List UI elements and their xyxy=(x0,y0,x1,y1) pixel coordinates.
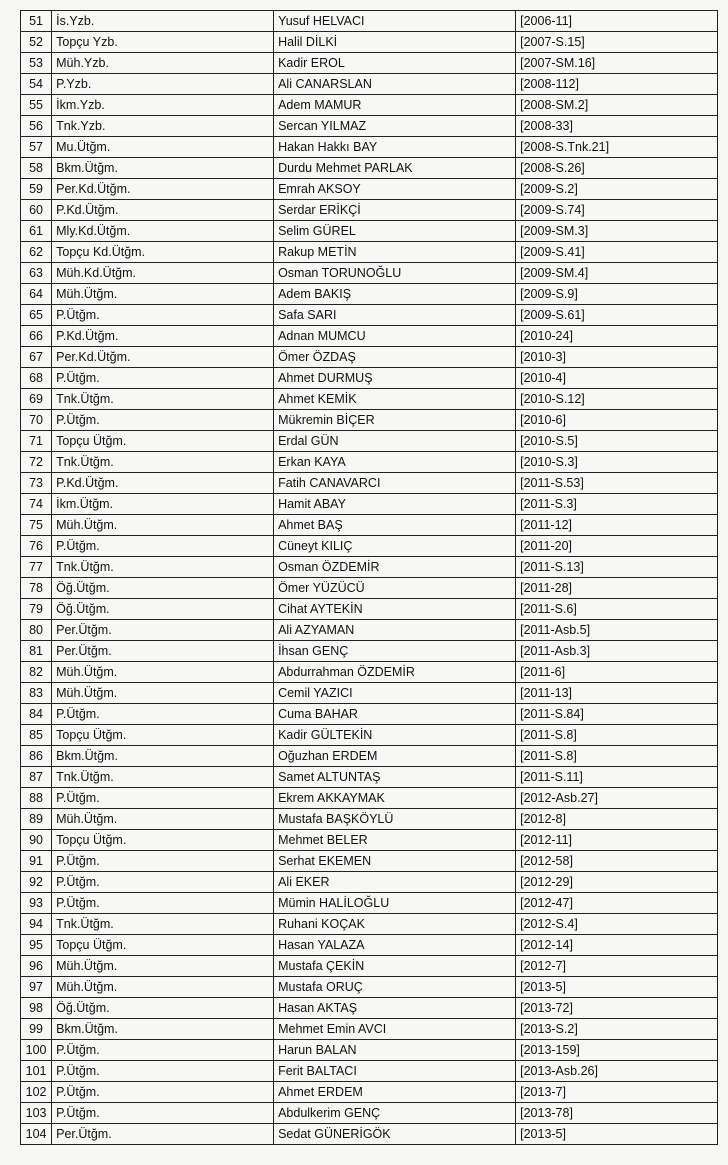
rank-cell: Müh.Kd.Ütğm. xyxy=(52,263,274,284)
table-row xyxy=(21,956,718,977)
person-name-cell: Ali CANARSLAN xyxy=(274,74,516,95)
person-name-cell: Osman TORUNOĞLU xyxy=(274,263,516,284)
rank-cell: Per.Kd.Ütğm. xyxy=(52,179,274,200)
rank-cell: P.Ütğm. xyxy=(52,851,274,872)
rank-cell: P.Yzb. xyxy=(52,74,274,95)
rank-cell: İkm.Yzb. xyxy=(52,95,274,116)
rank-cell: Topçu Ütğm. xyxy=(52,431,274,452)
reference-code-cell: [2012-58] xyxy=(516,851,718,872)
person-name-cell: Erkan KAYA xyxy=(274,452,516,473)
rank-cell: P.Ütğm. xyxy=(52,893,274,914)
reference-code-cell: [2011-S.8] xyxy=(516,725,718,746)
rank-cell: İkm.Ütğm. xyxy=(52,494,274,515)
rank-cell: Topçu Ütğm. xyxy=(52,830,274,851)
row-number: 100 xyxy=(21,1040,52,1061)
reference-code-cell: [2009-S.9] xyxy=(516,284,718,305)
reference-code-cell: [2008-S.26] xyxy=(516,158,718,179)
table-row xyxy=(21,704,718,725)
table-row xyxy=(21,683,718,704)
reference-code-cell: [2012-14] xyxy=(516,935,718,956)
row-number: 83 xyxy=(21,683,52,704)
rank-cell: P.Ütğm. xyxy=(52,305,274,326)
row-number: 59 xyxy=(21,179,52,200)
row-number: 92 xyxy=(21,872,52,893)
person-name-cell: Abdulkerim GENÇ xyxy=(274,1103,516,1124)
row-number: 91 xyxy=(21,851,52,872)
table-row xyxy=(21,305,718,326)
row-number: 86 xyxy=(21,746,52,767)
person-name-cell: Serdar ERİKÇİ xyxy=(274,200,516,221)
reference-code-cell: [2006-11] xyxy=(516,11,718,32)
reference-code-cell: [2013-7] xyxy=(516,1082,718,1103)
reference-code-cell: [2009-S.61] xyxy=(516,305,718,326)
row-number: 51 xyxy=(21,11,52,32)
rank-cell: Tnk.Ütğm. xyxy=(52,452,274,473)
person-name-cell: Ali AZYAMAN xyxy=(274,620,516,641)
rank-cell: Müh.Ütğm. xyxy=(52,683,274,704)
reference-code-cell: [2009-S.41] xyxy=(516,242,718,263)
reference-code-cell: [2008-SM.2] xyxy=(516,95,718,116)
reference-code-cell: [2007-SM.16] xyxy=(516,53,718,74)
rank-cell: Müh.Ütğm. xyxy=(52,956,274,977)
person-name-cell: Ahmet ERDEM xyxy=(274,1082,516,1103)
person-name-cell: Emrah AKSOY xyxy=(274,179,516,200)
table-row xyxy=(21,284,718,305)
reference-code-cell: [2010-S.12] xyxy=(516,389,718,410)
reference-code-cell: [2013-78] xyxy=(516,1103,718,1124)
rank-cell: P.Ütğm. xyxy=(52,536,274,557)
table-row xyxy=(21,179,718,200)
row-number: 85 xyxy=(21,725,52,746)
reference-code-cell: [2011-S.6] xyxy=(516,599,718,620)
row-number: 75 xyxy=(21,515,52,536)
person-name-cell: Adnan MUMCU xyxy=(274,326,516,347)
person-name-cell: Adem MAMUR xyxy=(274,95,516,116)
rank-cell: Mu.Ütğm. xyxy=(52,137,274,158)
table-row xyxy=(21,452,718,473)
rank-cell: Müh.Ütğm. xyxy=(52,662,274,683)
table-row xyxy=(21,95,718,116)
rank-cell: Per.Ütğm. xyxy=(52,1124,274,1145)
table-row xyxy=(21,914,718,935)
rank-cell: Topçu Kd.Ütğm. xyxy=(52,242,274,263)
reference-code-cell: [2011-Asb.3] xyxy=(516,641,718,662)
row-number: 53 xyxy=(21,53,52,74)
reference-code-cell: [2008-112] xyxy=(516,74,718,95)
table-row xyxy=(21,851,718,872)
reference-code-cell: [2011-20] xyxy=(516,536,718,557)
person-name-cell: Rakup METİN xyxy=(274,242,516,263)
row-number: 77 xyxy=(21,557,52,578)
reference-code-cell: [2008-S.Tnk.21] xyxy=(516,137,718,158)
rank-cell: Topçu Ütğm. xyxy=(52,935,274,956)
rank-cell: Per.Kd.Ütğm. xyxy=(52,347,274,368)
reference-code-cell: [2007-S.15] xyxy=(516,32,718,53)
reference-code-cell: [2009-SM.3] xyxy=(516,221,718,242)
reference-code-cell: [2011-Asb.5] xyxy=(516,620,718,641)
person-name-cell: Ömer YÜZÜCÜ xyxy=(274,578,516,599)
person-name-cell: Ahmet BAŞ xyxy=(274,515,516,536)
table-row xyxy=(21,893,718,914)
table-row xyxy=(21,578,718,599)
row-number: 64 xyxy=(21,284,52,305)
reference-code-cell: [2012-47] xyxy=(516,893,718,914)
reference-code-cell: [2013-159] xyxy=(516,1040,718,1061)
table-row xyxy=(21,788,718,809)
person-name-cell: Mükremin BİÇER xyxy=(274,410,516,431)
rank-cell: P.Ütğm. xyxy=(52,788,274,809)
rank-cell: Müh.Ütğm. xyxy=(52,284,274,305)
table-row xyxy=(21,725,718,746)
row-number: 60 xyxy=(21,200,52,221)
person-name-cell: Durdu Mehmet PARLAK xyxy=(274,158,516,179)
row-number: 81 xyxy=(21,641,52,662)
rank-cell: Bkm.Ütğm. xyxy=(52,746,274,767)
person-name-cell: Kadir EROL xyxy=(274,53,516,74)
row-number: 73 xyxy=(21,473,52,494)
table-row xyxy=(21,536,718,557)
person-name-cell: Ali EKER xyxy=(274,872,516,893)
table-row xyxy=(21,1061,718,1082)
rank-cell: P.Kd.Ütğm. xyxy=(52,200,274,221)
person-name-cell: Erdal GÜN xyxy=(274,431,516,452)
person-name-cell: Oğuzhan ERDEM xyxy=(274,746,516,767)
rank-cell: Tnk.Ütğm. xyxy=(52,914,274,935)
person-name-cell: Ahmet DURMUŞ xyxy=(274,368,516,389)
rank-cell: P.Ütğm. xyxy=(52,1061,274,1082)
person-name-cell: Cemil YAZICI xyxy=(274,683,516,704)
row-number: 78 xyxy=(21,578,52,599)
row-number: 57 xyxy=(21,137,52,158)
reference-code-cell: [2011-S.8] xyxy=(516,746,718,767)
person-name-cell: Hasan YALAZA xyxy=(274,935,516,956)
person-name-cell: Mehmet Emin AVCI xyxy=(274,1019,516,1040)
table-row xyxy=(21,599,718,620)
row-number: 61 xyxy=(21,221,52,242)
table-row xyxy=(21,641,718,662)
table-row xyxy=(21,1124,718,1145)
table-row xyxy=(21,221,718,242)
table-row xyxy=(21,74,718,95)
person-name-cell: Kadir GÜLTEKİN xyxy=(274,725,516,746)
table-row xyxy=(21,662,718,683)
rank-cell: Öğ.Ütğm. xyxy=(52,998,274,1019)
table-row xyxy=(21,1019,718,1040)
reference-code-cell: [2010-4] xyxy=(516,368,718,389)
reference-code-cell: [2013-S.2] xyxy=(516,1019,718,1040)
table-row xyxy=(21,32,718,53)
row-number: 54 xyxy=(21,74,52,95)
reference-code-cell: [2011-S.13] xyxy=(516,557,718,578)
reference-code-cell: [2009-SM.4] xyxy=(516,263,718,284)
reference-code-cell: [2013-72] xyxy=(516,998,718,1019)
person-name-cell: Ahmet KEMİK xyxy=(274,389,516,410)
table-row xyxy=(21,200,718,221)
row-number: 102 xyxy=(21,1082,52,1103)
row-number: 84 xyxy=(21,704,52,725)
row-number: 56 xyxy=(21,116,52,137)
rank-cell: Öğ.Ütğm. xyxy=(52,599,274,620)
table-row xyxy=(21,809,718,830)
rank-cell: Müh.Yzb. xyxy=(52,53,274,74)
reference-code-cell: [2012-8] xyxy=(516,809,718,830)
row-number: 93 xyxy=(21,893,52,914)
table-row xyxy=(21,935,718,956)
table-row xyxy=(21,746,718,767)
row-number: 104 xyxy=(21,1124,52,1145)
row-number: 68 xyxy=(21,368,52,389)
reference-code-cell: [2012-11] xyxy=(516,830,718,851)
person-name-cell: Osman ÖZDEMİR xyxy=(274,557,516,578)
person-name-cell: Mümin HALİLOĞLU xyxy=(274,893,516,914)
person-name-cell: Harun BALAN xyxy=(274,1040,516,1061)
table-row xyxy=(21,389,718,410)
table-row xyxy=(21,557,718,578)
reference-code-cell: [2012-7] xyxy=(516,956,718,977)
person-name-cell: Hakan Hakkı BAY xyxy=(274,137,516,158)
table-row xyxy=(21,368,718,389)
table-row xyxy=(21,1082,718,1103)
rank-cell: İs.Yzb. xyxy=(52,11,274,32)
table-row xyxy=(21,242,718,263)
person-name-cell: Serhat EKEMEN xyxy=(274,851,516,872)
row-number: 88 xyxy=(21,788,52,809)
row-number: 90 xyxy=(21,830,52,851)
reference-code-cell: [2011-13] xyxy=(516,683,718,704)
person-name-cell: Mustafa ÇEKİN xyxy=(274,956,516,977)
person-name-cell: Sercan YILMAZ xyxy=(274,116,516,137)
row-number: 94 xyxy=(21,914,52,935)
rank-cell: P.Ütğm. xyxy=(52,872,274,893)
personnel-list-document xyxy=(20,10,718,1145)
person-name-cell: Adem BAKIŞ xyxy=(274,284,516,305)
person-name-cell: Abdurrahman ÖZDEMİR xyxy=(274,662,516,683)
person-name-cell: Hamit ABAY xyxy=(274,494,516,515)
reference-code-cell: [2008-33] xyxy=(516,116,718,137)
row-number: 62 xyxy=(21,242,52,263)
rank-cell: P.Ütğm. xyxy=(52,368,274,389)
row-number: 97 xyxy=(21,977,52,998)
row-number: 99 xyxy=(21,1019,52,1040)
rank-cell: Per.Ütğm. xyxy=(52,641,274,662)
reference-code-cell: [2009-S.74] xyxy=(516,200,718,221)
person-name-cell: Mustafa ORUÇ xyxy=(274,977,516,998)
person-name-cell: İhsan GENÇ xyxy=(274,641,516,662)
table-row xyxy=(21,431,718,452)
table-row xyxy=(21,263,718,284)
reference-code-cell: [2011-S.3] xyxy=(516,494,718,515)
row-number: 87 xyxy=(21,767,52,788)
row-number: 66 xyxy=(21,326,52,347)
row-number: 89 xyxy=(21,809,52,830)
table-row xyxy=(21,473,718,494)
reference-code-cell: [2011-S.84] xyxy=(516,704,718,725)
rank-cell: P.Kd.Ütğm. xyxy=(52,326,274,347)
table-row xyxy=(21,998,718,1019)
person-name-cell: Selim GÜREL xyxy=(274,221,516,242)
table-row xyxy=(21,830,718,851)
row-number: 71 xyxy=(21,431,52,452)
personnel-table-body xyxy=(21,11,718,1145)
row-number: 69 xyxy=(21,389,52,410)
reference-code-cell: [2012-S.4] xyxy=(516,914,718,935)
reference-code-cell: [2013-5] xyxy=(516,977,718,998)
person-name-cell: Safa SARI xyxy=(274,305,516,326)
rank-cell: Per.Ütğm. xyxy=(52,620,274,641)
rank-cell: Müh.Ütğm. xyxy=(52,809,274,830)
reference-code-cell: [2011-12] xyxy=(516,515,718,536)
person-name-cell: Sedat GÜNERİGÖK xyxy=(274,1124,516,1145)
reference-code-cell: [2010-S.3] xyxy=(516,452,718,473)
reference-code-cell: [2013-Asb.26] xyxy=(516,1061,718,1082)
person-name-cell: Hasan AKTAŞ xyxy=(274,998,516,1019)
reference-code-cell: [2012-Asb.27] xyxy=(516,788,718,809)
rank-cell: Tnk.Ütğm. xyxy=(52,389,274,410)
row-number: 79 xyxy=(21,599,52,620)
person-name-cell: Yusuf HELVACI xyxy=(274,11,516,32)
reference-code-cell: [2009-S.2] xyxy=(516,179,718,200)
row-number: 80 xyxy=(21,620,52,641)
row-number: 95 xyxy=(21,935,52,956)
table-row xyxy=(21,1040,718,1061)
row-number: 55 xyxy=(21,95,52,116)
table-row xyxy=(21,53,718,74)
rank-cell: Tnk.Ütğm. xyxy=(52,557,274,578)
reference-code-cell: [2011-S.53] xyxy=(516,473,718,494)
table-row xyxy=(21,347,718,368)
reference-code-cell: [2012-29] xyxy=(516,872,718,893)
row-number: 58 xyxy=(21,158,52,179)
row-number: 96 xyxy=(21,956,52,977)
reference-code-cell: [2013-5] xyxy=(516,1124,718,1145)
table-row xyxy=(21,1103,718,1124)
row-number: 67 xyxy=(21,347,52,368)
table-row xyxy=(21,158,718,179)
rank-cell: P.Ütğm. xyxy=(52,1082,274,1103)
rank-cell: Tnk.Yzb. xyxy=(52,116,274,137)
table-row xyxy=(21,872,718,893)
table-row xyxy=(21,767,718,788)
person-name-cell: Ömer ÖZDAŞ xyxy=(274,347,516,368)
table-row xyxy=(21,515,718,536)
reference-code-cell: [2011-28] xyxy=(516,578,718,599)
row-number: 52 xyxy=(21,32,52,53)
rank-cell: Topçu Ütğm. xyxy=(52,725,274,746)
rank-cell: Mly.Kd.Ütğm. xyxy=(52,221,274,242)
table-row xyxy=(21,977,718,998)
row-number: 101 xyxy=(21,1061,52,1082)
person-name-cell: Cüneyt KILIÇ xyxy=(274,536,516,557)
row-number: 65 xyxy=(21,305,52,326)
rank-cell: P.Ütğm. xyxy=(52,704,274,725)
row-number: 76 xyxy=(21,536,52,557)
table-row xyxy=(21,620,718,641)
reference-code-cell: [2010-3] xyxy=(516,347,718,368)
row-number: 74 xyxy=(21,494,52,515)
row-number: 103 xyxy=(21,1103,52,1124)
person-name-cell: Cuma BAHAR xyxy=(274,704,516,725)
personnel-table xyxy=(20,10,718,1145)
row-number: 98 xyxy=(21,998,52,1019)
person-name-cell: Cihat AYTEKİN xyxy=(274,599,516,620)
rank-cell: P.Kd.Ütğm. xyxy=(52,473,274,494)
table-row xyxy=(21,116,718,137)
row-number: 72 xyxy=(21,452,52,473)
rank-cell: P.Ütğm. xyxy=(52,1103,274,1124)
row-number: 63 xyxy=(21,263,52,284)
rank-cell: Topçu Yzb. xyxy=(52,32,274,53)
person-name-cell: Ferit BALTACI xyxy=(274,1061,516,1082)
rank-cell: Bkm.Ütğm. xyxy=(52,158,274,179)
person-name-cell: Ekrem AKKAYMAK xyxy=(274,788,516,809)
row-number: 82 xyxy=(21,662,52,683)
row-number: 70 xyxy=(21,410,52,431)
rank-cell: Tnk.Ütğm. xyxy=(52,767,274,788)
reference-code-cell: [2011-6] xyxy=(516,662,718,683)
person-name-cell: Mehmet BELER xyxy=(274,830,516,851)
person-name-cell: Mustafa BAŞKÖYLÜ xyxy=(274,809,516,830)
rank-cell: Müh.Ütğm. xyxy=(52,515,274,536)
rank-cell: Bkm.Ütğm. xyxy=(52,1019,274,1040)
table-row xyxy=(21,326,718,347)
reference-code-cell: [2011-S.11] xyxy=(516,767,718,788)
rank-cell: P.Ütğm. xyxy=(52,1040,274,1061)
table-row xyxy=(21,137,718,158)
person-name-cell: Halil DİLKİ xyxy=(274,32,516,53)
rank-cell: P.Ütğm. xyxy=(52,410,274,431)
person-name-cell: Ruhani KOÇAK xyxy=(274,914,516,935)
table-row xyxy=(21,494,718,515)
table-row xyxy=(21,11,718,32)
person-name-cell: Fatih CANAVARCI xyxy=(274,473,516,494)
reference-code-cell: [2010-6] xyxy=(516,410,718,431)
reference-code-cell: [2010-24] xyxy=(516,326,718,347)
person-name-cell: Samet ALTUNTAŞ xyxy=(274,767,516,788)
table-row xyxy=(21,410,718,431)
rank-cell: Müh.Ütğm. xyxy=(52,977,274,998)
reference-code-cell: [2010-S.5] xyxy=(516,431,718,452)
rank-cell: Öğ.Ütğm. xyxy=(52,578,274,599)
